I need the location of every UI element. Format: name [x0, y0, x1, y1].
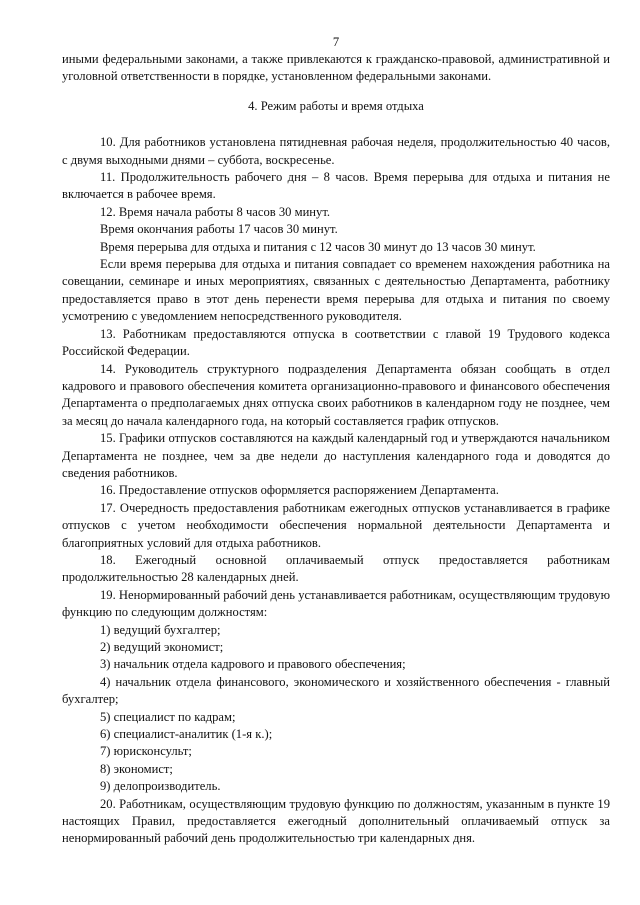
paragraph-10: 10. Для работников установлена пятидневная рабочая неделя, продолжительностью 40 часов, с двумя выходными днями – суббота, воскресенье. [62, 135, 610, 167]
list-item: 8) экономист; [100, 761, 173, 776]
paragraph-12-break-time: Время перерыва для отдыха и питания с 12 часов 30 минут до 13 часов 30 минут. [100, 239, 536, 254]
section-heading: 4. Режим работы и время отдыха [248, 98, 424, 113]
list-item: 9) делопроизводитель. [100, 779, 221, 794]
document-page [62, 34, 610, 848]
page-number: 7 [332, 35, 340, 49]
paragraph-12-note: Если время перерыва для отдыха и питания совпадает со временем нахождения работника на совещании, семинаре и иных мероприятиях, связанных с деятельностью Департамента, работнику предоставляется право в этот день перенести время перерыва для отдыха и питания по своему усмотрению с уведомлением непосредственного руководителя. [62, 257, 610, 324]
positions-list [62, 622, 610, 796]
list-item: 2) ведущий экономист; [100, 640, 224, 654]
paragraph-14: 14. Руководитель структурного подразделения Департамента обязан сообщать в отдел кадрового и правового обеспечения комитета организационно-правового и финансового обеспечения Департамента о предполагаемых днях отпуска своих работников в календарном году не позднее, чем за месяц до начала календарного года, на который составляется график отпусков. [62, 361, 610, 428]
paragraph-11: 11. Продолжительность рабочего дня – 8 часов. Время перерыва для отдыха и питания не включается в рабочее время. [62, 170, 610, 202]
list-item: 3) начальник отдела кадрового и правового обеспечения; [100, 657, 406, 672]
paragraph-17: 17. Очередность предоставления работникам ежегодных отпусков устанавливается в графике отпусков с учетом необходимости обеспечения нормальной деятельности Департамента и благоприятных условий для отдыха работников. [62, 500, 610, 550]
list-item: 4) начальник отдела финансового, экономического и хозяйственного обеспечения - главный бухгалтер; [62, 674, 610, 707]
paragraph-20: 20. Работникам, осуществляющим трудовую функцию по должностям, указанным в пункте 19 настоящих Правил, предоставляется ежегодный дополнительный оплачиваемый отпуск за ненормированный рабочий день продолжительностью три календарных дня. [62, 796, 610, 846]
paragraph-18: 18. Ежегодный основной оплачиваемый отпуск предоставляется работникам продолжительностью 28 календарных дней. [62, 552, 610, 585]
paragraph-19: 19. Ненормированный рабочий день устанавливается работникам, осуществляющим трудовую функцию по следующим должностям: [62, 587, 610, 620]
list-item: 7) юрисконсульт; [100, 744, 192, 759]
paragraph-13: 13. Работникам предоставляются отпуска в соответствии с главой 19 Трудового кодекса Российской Федерации. [62, 326, 610, 359]
paragraph-15: 15. Графики отпусков составляются на каждый календарный год и утверждаются начальником Департамента не позднее, чем за две недели до наступления календарного года и доводятся до сведения работников. [62, 431, 610, 480]
list-item: 1) ведущий бухгалтер; [100, 622, 221, 637]
paragraph-12: 12. Время начала работы 8 часов 30 минут. [100, 204, 331, 219]
list-item: 6) специалист-аналитик (1-я к.); [100, 727, 273, 742]
list-item: 5) специалист по кадрам; [100, 709, 236, 724]
paragraph-12-end-time: Время окончания работы 17 часов 30 минут. [100, 222, 338, 237]
intro-paragraph: иными федеральными законами, а также привлекаются к гражданско-правовой, административной и уголовной ответственности в порядке, установленном федеральными законами. [62, 52, 610, 84]
paragraph-16: 16. Предоставление отпусков оформляется распоряжением Департамента. [100, 483, 499, 498]
